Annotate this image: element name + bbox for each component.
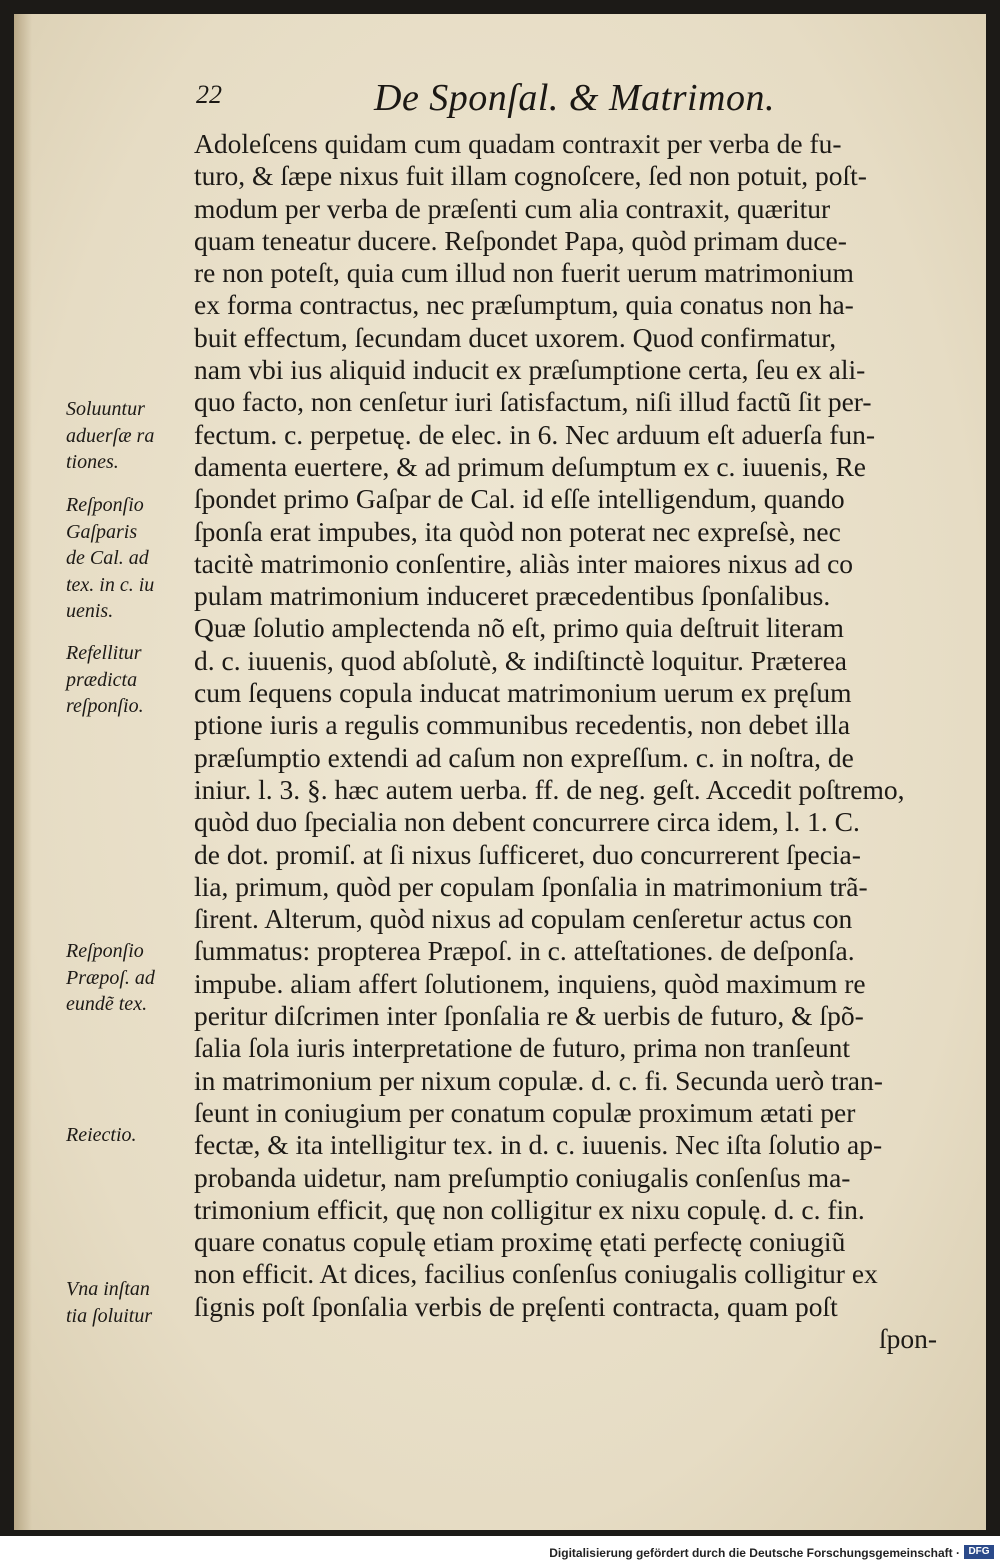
text-line: probanda uidetur, nam preſumptio coniugalis conſenſus ma- [194, 1161, 851, 1193]
text-line: d. c. iuuenis, quod abſolutè, & indiſtinctè loquitur. Præterea [194, 644, 848, 676]
marginal-note [66, 1276, 196, 1329]
text-line: ſpon- [878, 1322, 937, 1354]
text-line: non efficit. At dices, facilius conſenſus coniugalis colligitur ex [194, 1258, 878, 1290]
text-line: quòd duo ſpecialia non debent concurrere circa idem, l. 1. C. [194, 806, 860, 838]
marginal-note [66, 938, 196, 1018]
text-line: præſumptio extendi ad caſum non expreſſum. c. in noſtra, de [194, 741, 854, 773]
text-line: ſignis poſt ſponſalia verbis de pręſenti contracta, quam poſt [194, 1290, 838, 1322]
marginal-note-line: aduerſæ ra [66, 424, 155, 447]
text-line: fectum. c. perpetuę. de elec. in 6. Nec arduum eſt aduerſa fun- [194, 418, 876, 450]
funding-credit: Digitalisierung gefördert durch die Deutsche Forschungsgemeinschaft · [549, 1546, 960, 1560]
marginal-note-line: Reiectio. [66, 1124, 137, 1146]
text-line: impube. aliam affert ſolutionem, inquiens, quòd maximum re [194, 967, 866, 999]
marginal-note-line: Reſponſio [66, 494, 144, 516]
text-line: tacitè matrimonio conſentire, aliàs inter maiores nixus ad co [194, 547, 854, 579]
text-line: lia, primum, quòd per copulam ſponſalia in matrimonium trã- [194, 870, 868, 902]
text-line: fectæ, & ita intelligitur tex. in d. c. iuuenis. Nec iſta ſolutio ap- [194, 1129, 883, 1161]
marginal-note [66, 640, 196, 720]
marginal-note [66, 492, 196, 625]
marginal-note-line: de Cal. ad [66, 547, 149, 569]
text-line: buit effectum, ſecundam ducet uxorem. Quod confirmatur, [194, 321, 837, 353]
marginal-note-line: Soluuntur [66, 398, 145, 420]
marginal-note [66, 396, 196, 476]
main-text-block [194, 128, 939, 1355]
marginal-note-line: tex. in c. iu [66, 573, 155, 596]
text-line: ſirent. Alterum, quòd nixus ad copulam cenſeretur actus con [194, 903, 853, 935]
text-line: pulam matrimonium induceret præcedentibus ſponſalibus. [194, 580, 831, 612]
text-line: ſpondet primo Gaſpar de Cal. id eſſe intelligendum, quando [194, 483, 845, 515]
text-line: de dot. promiſ. at ſi nixus ſufficeret, duo concurrerent ſpecia- [194, 838, 861, 870]
marginal-note-line: tia ſoluitur [66, 1304, 153, 1327]
text-line: ptione iuris a regulis communibus recedentis, non debet illa [194, 709, 851, 741]
text-line: Quæ ſolutio amplectenda nõ eſt, primo quia deſtruit literam [194, 612, 844, 644]
marginal-note [66, 1122, 196, 1149]
text-line: quam teneatur ducere. Reſpondet Papa, quòd primam duce- [194, 224, 847, 256]
text-line: trimonium efficit, quę non colligitur ex nixu copulę. d. c. fin. [194, 1193, 865, 1225]
running-title: De Sponſal. & Matrimon. [374, 77, 775, 119]
text-line: Adoleſcens quidam cum quadam contraxit per verba de fu- [194, 128, 842, 159]
page-header [14, 76, 986, 126]
text-line: quare conatus copulę etiam proximę ętati perfectę coniugiũ [194, 1226, 846, 1258]
text-line: modum per verba de præſenti cum alia contraxit, quæritur [194, 192, 831, 224]
text-line: ſummatus: propterea Præpoſ. in c. atteſtationes. de deſponſa. [194, 935, 855, 967]
text-line: damenta euertere, & ad primum deſumptum ex c. iuuenis, Re [194, 450, 867, 482]
marginal-note-line: Vna inſtan [66, 1278, 150, 1300]
marginal-note-line: Gaſparis [66, 520, 138, 543]
marginal-note-line: prædicta [66, 668, 138, 691]
page-gutter-shadow [14, 14, 32, 1530]
text-line: ſeunt in coniugium per conatum copulæ proximum ætati per [194, 1096, 856, 1128]
book-page [14, 14, 986, 1530]
marginal-note-line: Præpoſ. ad [66, 966, 155, 989]
text-line: quo facto, non cenſetur iuri ſatisfactum, niſi illud factũ ſit per- [194, 386, 872, 418]
text-line: peritur diſcrimen inter ſponſalia re & uerbis de futuro, & ſpõ- [194, 1000, 864, 1032]
text-line: ſalia ſola iuris interpretatione de futuro, prima non tranſeunt [194, 1032, 850, 1064]
text-line: ex forma contractus, nec præſumptum, quia conatus non ha- [194, 289, 854, 321]
marginal-note-line: tiones. [66, 451, 119, 473]
text-line: ſponſa erat impubes, ita quòd non poterat nec expreſsè, nec [194, 515, 841, 547]
dfg-logo: DFG [964, 1545, 994, 1559]
marginal-note-line: Refellitur [66, 642, 142, 664]
text-line: turo, & ſæpe nixus fuit illam cognoſcere, ſed non potuit, poſt- [194, 160, 867, 192]
marginal-note-line: Reſponſio [66, 940, 144, 962]
text-line: cum ſequens copula inducat matrimonium uerum ex pręſum [194, 677, 852, 709]
footer-band [0, 1536, 1000, 1566]
marginal-note-line: reſponſio. [66, 695, 144, 717]
text-line: re non poteſt, quia cum illud non fuerit uerum matrimonium [194, 257, 854, 289]
text-line: in matrimonium per nixum copulæ. d. c. fi. Secunda uerò tran- [194, 1064, 883, 1096]
text-line: iniur. l. 3. §. hæc autem uerba. ff. de neg. geſt. Accedit poſtremo, [194, 773, 905, 805]
page-number: 22 [196, 80, 222, 109]
marginal-note-line: eundẽ tex. [66, 993, 148, 1015]
text-line: nam vbi ius aliquid inducit ex præſumptione certa, ſeu ex ali- [194, 354, 866, 386]
marginal-note-line: uenis. [66, 600, 114, 622]
